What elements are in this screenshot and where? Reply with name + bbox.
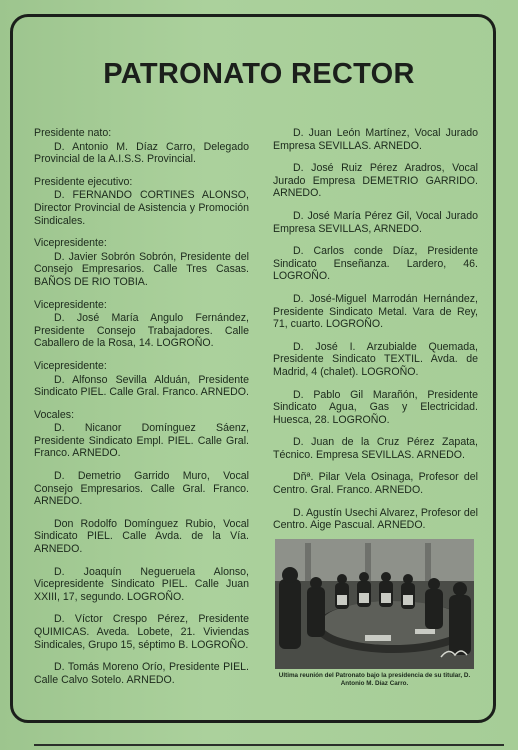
entry-vocal: [273, 127, 478, 152]
entry-vocal: [273, 341, 478, 379]
entry-vocal: [34, 661, 249, 686]
meeting-photo-illustration: [275, 539, 474, 669]
member-text: D. FERNANDO CORTINES ALONSO, Director Provincial de Asistencia y Promoción Sindicales.: [34, 189, 249, 227]
right-column: [273, 127, 478, 542]
member-text: D. Demetrio Garrido Muro, Vocal Consejo Empresarios. Calle Gral. Franco. ARNEDO.: [34, 470, 249, 508]
member-text: Dñª. Pilar Vela Osinaga, Profesor del Centro. Gral. Franco. ARNEDO.: [273, 471, 478, 497]
entry-vicepresidente-2: [34, 299, 249, 350]
entry-vocal: [34, 566, 249, 604]
entry-vocal: [273, 210, 478, 235]
entry-vicepresidente-3: [34, 360, 249, 399]
entry-vocal: [34, 613, 249, 651]
member-text: D. Juan León Martínez, Vocal Jurado Empresa SEVILLAS. ARNEDO.: [273, 127, 478, 152]
role-label: Vicepresidente:: [34, 237, 107, 250]
member-text: D. Agustín Usechi Alvarez, Profesor del Centro. Aige Pascual. ARNEDO.: [273, 506, 478, 532]
role-label: Vocales:: [34, 408, 75, 421]
page-title: PATRONATO RECTOR: [103, 58, 415, 90]
member-text: D. Víctor Crespo Pérez, Presidente QUIMICAS. Aveda. Lobete, 21. Viviendas Sindicales, Grupo 15, séptimo B. LOGROÑO.: [34, 613, 249, 651]
entry-vocal: [273, 436, 478, 461]
role-label: Presidente nato:: [34, 127, 112, 139]
member-text: D. Carlos conde Díaz, Presidente Sindicato Enseñanza. Lardero, 46. LOGROÑO.: [273, 245, 478, 283]
entry-vocal: [273, 293, 478, 331]
photo-caption: Ultima reunión del Patronato bajo la presidencia de su titular, D. Antonio M. Díaz Carro.: [278, 672, 471, 687]
member-text: Don Rodolfo Domínguez Rubio, Vocal Sindicato PIEL. Calle Avda. de la Vía. ARNEDO.: [34, 517, 249, 556]
member-text: D. Nicanor Domínguez Sáenz, Presidente Sindicato Empl. PIEL. Calle Gral. Franco. ARNEDO.: [34, 422, 249, 460]
entry-presidente-ejecutivo: [34, 176, 249, 227]
member-text: D. José I. Arzubialde Quemada, Presidente Sindicato TEXTIL. Avda. de Madrid, 4 (chalet). LOGROÑO.: [273, 340, 478, 378]
member-text: D. José María Pérez Gil, Vocal Jurado Empresa SEVILLAS, ARNEDO.: [273, 209, 478, 235]
member-text: D. Joaquín Negueruela Alonso, Vicepresidente Sindicato PIEL. Calle Juan XXIII, 17, segundo. LOGROÑO.: [34, 565, 249, 603]
member-text: D. Alfonso Sevilla Alduán, Presidente Sindicato PIEL. Calle Gral. Franco. ARNEDO.: [34, 373, 249, 399]
entry-presidente-nato: [34, 127, 249, 166]
member-text: D. José Ruiz Pérez Aradros, Vocal Jurado Empresa DEMETRIO GARRIDO. ARNEDO.: [273, 162, 478, 200]
entry-vocal: [273, 389, 478, 427]
role-label: Vicepresidente:: [34, 298, 107, 311]
member-text: D. Tomás Moreno Orío, Presidente PIEL. Calle Calvo Sotelo. ARNEDO.: [34, 661, 249, 686]
entry-vocal: [273, 162, 478, 200]
member-text: D. Pablo Gil Marañón, Presidente Sindicato Agua, Gas y Electricidad. Huesca, 28. LOGROÑO.: [273, 388, 478, 426]
entry-vocal: [34, 518, 249, 556]
member-text: D. Juan de la Cruz Pérez Zapata, Técnico. Empresa SEVILLAS. ARNEDO.: [273, 436, 478, 461]
entry-vocal: [34, 470, 249, 508]
meeting-photo: [275, 539, 474, 669]
member-text: D. José María Angulo Fernández, Presidente Consejo Trabajadores. Calle Caballero de la Rosa, 14. LOGROÑO.: [34, 312, 249, 350]
entry-vocal: [273, 507, 478, 532]
role-label: Vicepresidente:: [34, 359, 107, 372]
bottom-rule: [34, 744, 504, 746]
role-label: Presidente ejecutivo:: [34, 175, 133, 188]
entry-vocales: [34, 409, 249, 460]
member-text: D. José-Miguel Marrodán Hernández, Presidente Sindicato Metal. Vara de Rey, 71, cuarto. LOGROÑO.: [273, 292, 478, 331]
left-column: [34, 127, 249, 696]
member-text: D. Antonio M. Díaz Carro, Delegado Provincial de la A.I.S.S. Provincial.: [34, 140, 249, 166]
entry-vocal: [273, 245, 478, 283]
member-text: D. Javier Sobrón Sobrón, Presidente del Consejo Empresarios. Calle Tres Casas. BAÑOS DE RIO TOBIA.: [34, 250, 249, 288]
entry-vicepresidente-1: [34, 237, 249, 288]
entry-vocal: [273, 471, 478, 496]
